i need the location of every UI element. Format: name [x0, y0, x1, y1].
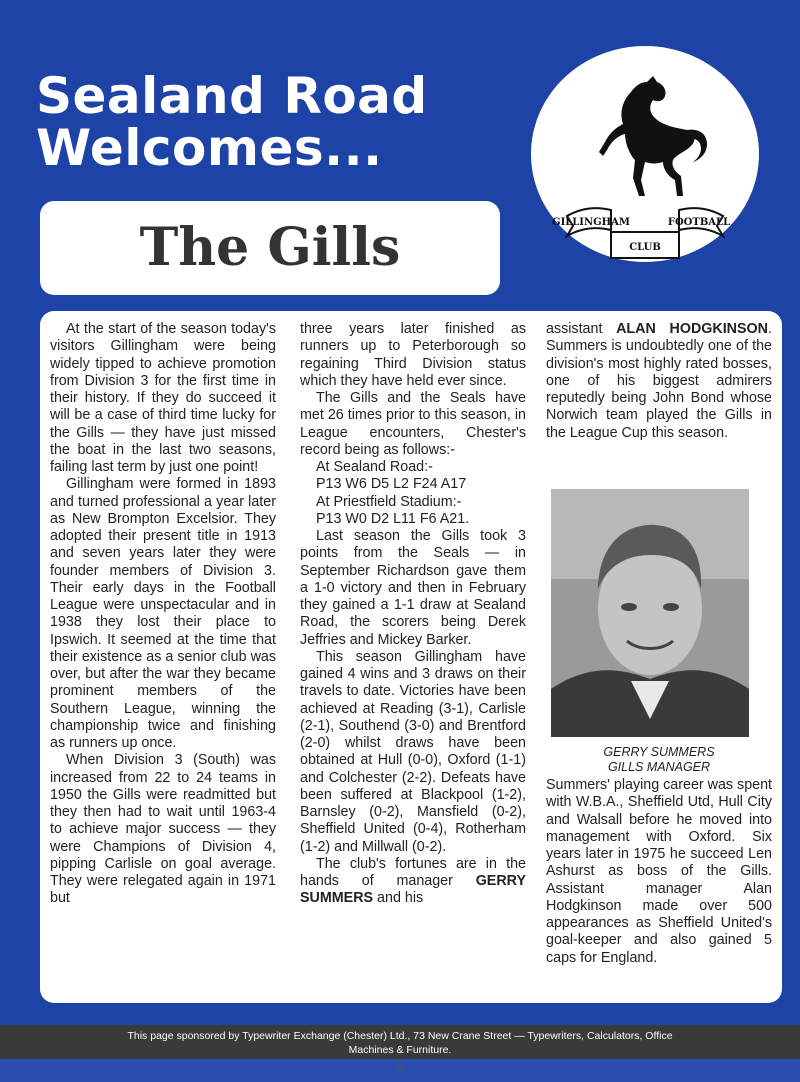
col2-paragraph: The Gills and the Seals have met 26 times prior to this season, in League encounters, Chester's record being as follows:- [300, 390, 526, 458]
text-span: . Summers is undoubtedly one of the division's most highly rated bosses, one of his biggest admirers reputedly being John Bond whose Norwich team played the Gills in the League Cup this season. [546, 321, 772, 441]
photo-caption [546, 745, 772, 775]
crest-text-left: GILLINGHAM [552, 217, 630, 228]
article-panel [40, 311, 782, 1003]
text-span: assistant [546, 321, 617, 337]
col3-paragraph [546, 321, 772, 442]
record-home: P13 W6 D5 L2 F24 A17 [316, 476, 467, 493]
footer-line2: Machines & Furniture. [348, 1044, 452, 1056]
club-crest [531, 46, 759, 262]
col1-paragraph: When Division 3 (South) was increased from 22 to 24 teams in 1950 the Gills were readmitted but they then had to wait until 1963-4 to achieve major success — they were Champions of Division 4, pipping Carlisle on goal average. They were relegated again in 1971 but [50, 752, 276, 907]
col2-paragraph: Last season the Gills took 3 points from the Seals — in September Richardson gave them a 1-0 victory and then in February they gained a 1-1 draw at Sealand Road, the scorers being Derek Jeffries and Mickey Barker. [300, 528, 526, 648]
headline [36, 67, 428, 177]
col3-paragraph: Summers' playing career was spent with W.B.A., Sheffield Utd, Hull City and Walsall before he moved into management with Oxford. Six years later in 1975 he succeed Len Ashurst as boss of the Gills. Assistant manager Alan Hodgkinson made over 500 appearances as Sheffield United's goal-keeper and also gained 5 caps for England. [546, 777, 773, 966]
col1-paragraph: Gillingham were formed in 1893 and turned professional a year later as New Brompton Excelsior. They adopted their present title in 1913 and seven years later they were founder members of Division 3. Their early days in the Football League were unspectacular and in 1938 they lost their place to Ipswich. It seemed at the time that their existence as a senior club was over, but after the war they became prominent members of the Southern League, winning the championship twice and finishing as runners up once. [50, 476, 276, 751]
col2-paragraph: three years later finished as runners up to Peterborough so regaining Third Division status which they have held ever since. [300, 321, 526, 389]
footer-line1: This page sponsored by Typewriter Exchange (Chester) Ltd., 73 New Crane Street — Typewriters, Calculators, Office [127, 1030, 673, 1042]
article-column-3 [546, 321, 772, 442]
page-number: 5 [396, 1062, 404, 1077]
article-column-1 [50, 321, 276, 908]
team-name-box [40, 201, 500, 295]
col1-paragraph: At the start of the season today's visitors Gillingham were being widely tipped to achieve promotion from Division 3 for the first time in their history. If they do succeed it will be a case of third time lucky for the Gills — they have just missed the boat in the last two seasons, failing last term by just one point! [50, 321, 276, 475]
col2-paragraph: This season Gillingham have gained 4 wins and 3 draws on their travels to date. Victories have been achieved at Reading (3-1), Carlisle (2-1), Southend (3-0) and Brentford (2-0) whilst draws have been obtained at Hull (0-0), Oxford (1-1) and Colchester (2-2). Defeats have been suffered at Blackpool (1-2), Barnsley (0-2), Mansfield (0-2), Sheffield United (0-4), Rotherham (1-2) and Millwall (0-2). [300, 648, 526, 855]
team-name: The Gills [139, 217, 401, 278]
record-away: P13 W0 D2 L11 F6 A21. [316, 510, 470, 527]
text-span: and his [373, 890, 424, 907]
col2-paragraph [300, 856, 526, 908]
crest-text-bottom: CLUB [629, 242, 661, 253]
headline-line2: Welcomes... [36, 119, 383, 177]
crest-text-right: FOOTBALL [667, 217, 731, 228]
sponsor-footer [0, 1025, 800, 1059]
assistant-name: ALAN HODGKINSON [616, 321, 768, 337]
record-home-label: At Sealand Road:- [316, 459, 433, 475]
manager-name: GERRY SUMMERS [300, 873, 526, 907]
horse-crest-icon [531, 46, 759, 262]
text-span: The club's fortunes are in the hands of manager [300, 855, 526, 889]
article-column-3-continued [546, 777, 772, 967]
manager-photo [551, 489, 749, 737]
headline-line1: Sealand Road [36, 67, 428, 125]
caption-name: GERRY SUMMERS [603, 745, 715, 759]
caption-role: GILLS MANAGER [607, 760, 711, 774]
article-column-2 [300, 321, 526, 908]
record-away-label: At Priestfield Stadium:- [316, 493, 462, 510]
